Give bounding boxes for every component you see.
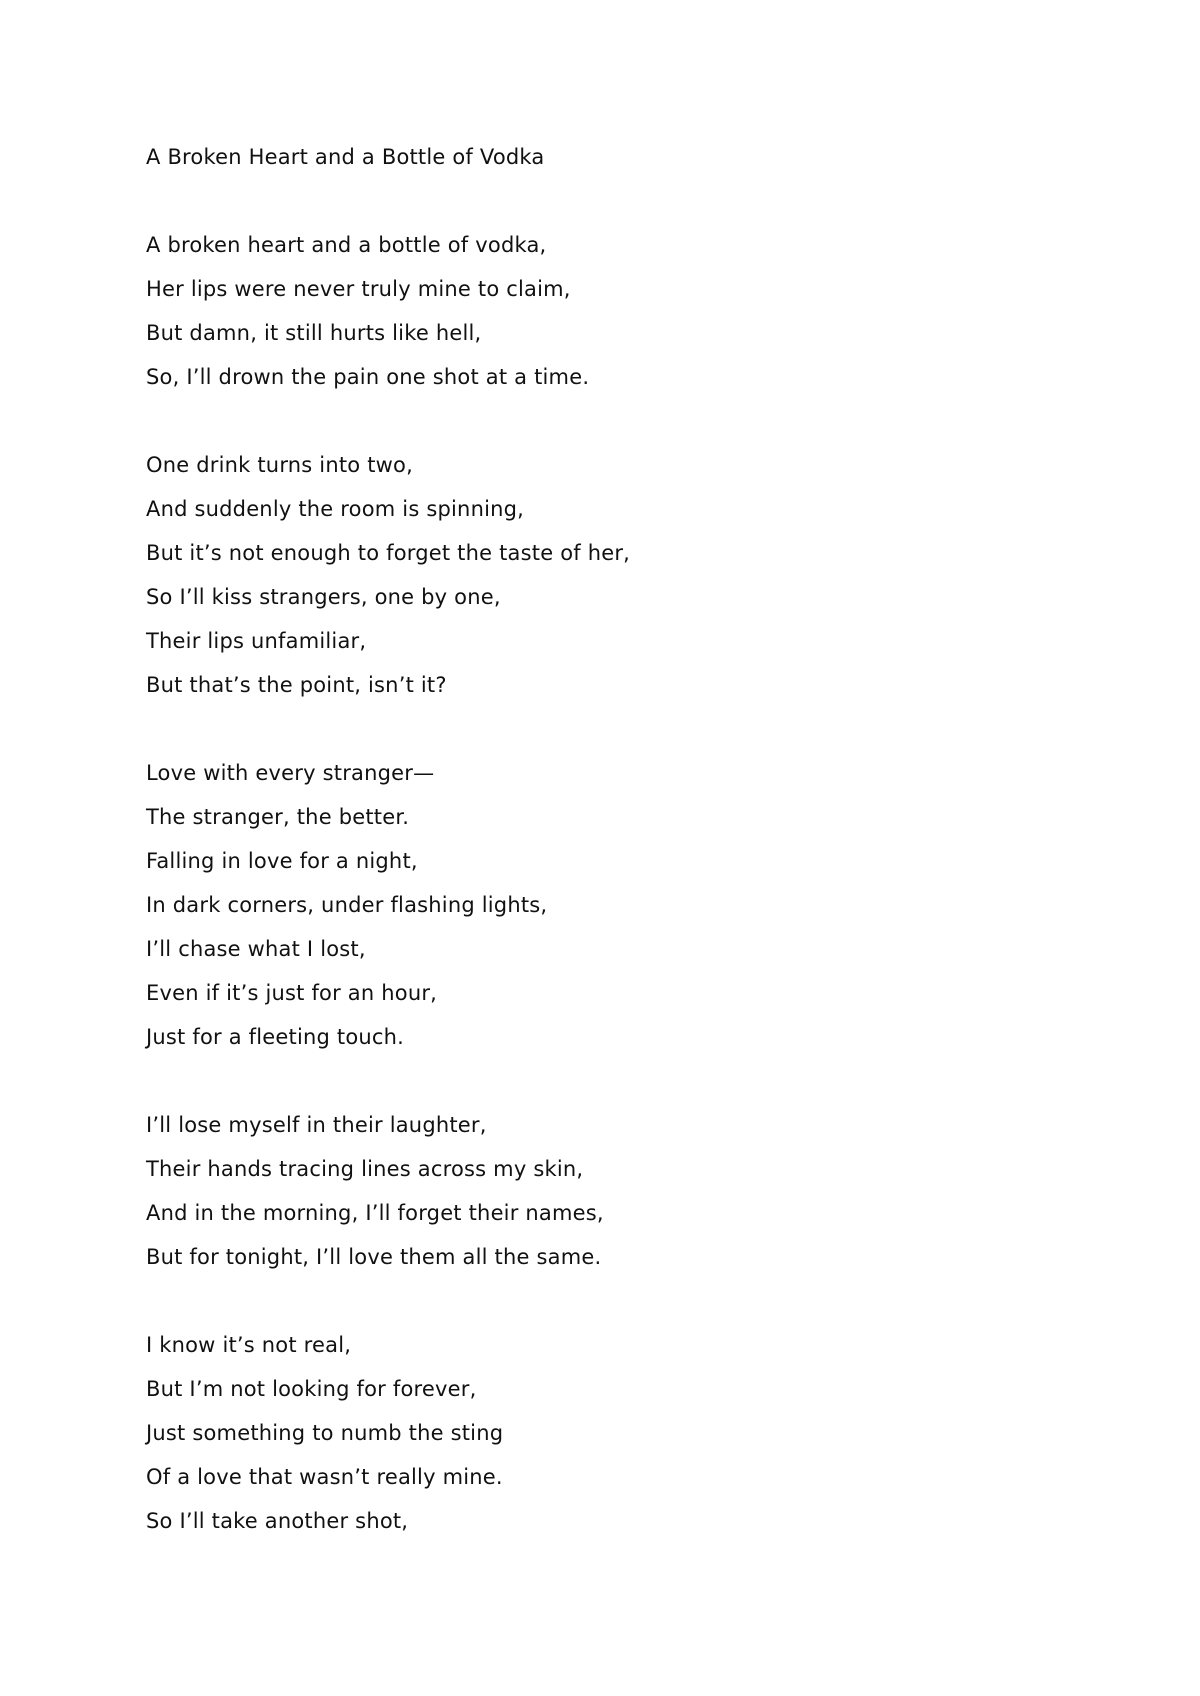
- stanza-3: [146, 758, 1106, 1066]
- poem-line: So I’ll kiss strangers, one by one,: [146, 585, 501, 609]
- poem-line: Of a love that wasn’t really mine.: [146, 1465, 503, 1489]
- poem-line: Their hands tracing lines across my skin,: [146, 1157, 584, 1181]
- poem-line: But I’m not looking for forever,: [146, 1377, 477, 1401]
- poem-line: Her lips were never truly mine to claim,: [146, 277, 571, 301]
- poem-line: Just something to numb the sting: [146, 1421, 504, 1445]
- poem: [146, 142, 1106, 1550]
- poem-title: A Broken Heart and a Bottle of Vodka: [146, 145, 545, 169]
- poem-line: The stranger, the better.: [146, 805, 410, 829]
- stanza-4: [146, 1110, 1106, 1286]
- poem-line: In dark corners, under flashing lights,: [146, 893, 548, 917]
- poem-line: I know it’s not real,: [146, 1333, 352, 1357]
- poem-line: Even if it’s just for an hour,: [146, 981, 438, 1005]
- poem-line: And in the morning, I’ll forget their names,: [146, 1201, 604, 1225]
- poem-line: I’ll chase what I lost,: [146, 937, 366, 961]
- poem-line: Their lips unfamiliar,: [146, 629, 367, 653]
- stanza-gap: [146, 406, 1106, 450]
- poem-line: Love with every stranger—: [146, 761, 435, 785]
- poem-line: But that’s the point, isn’t it?: [146, 673, 447, 697]
- stanza-2: [146, 450, 1106, 714]
- poem-line: So I’ll take another shot,: [146, 1509, 409, 1533]
- poem-line: But it’s not enough to forget the taste of her,: [146, 541, 631, 565]
- poem-line: So, I’ll drown the pain one shot at a time.: [146, 365, 590, 389]
- stanza-gap: [146, 714, 1106, 758]
- poem-line: But for tonight, I’ll love them all the same.: [146, 1245, 602, 1269]
- poem-line: I’ll lose myself in their laughter,: [146, 1113, 487, 1137]
- poem-line: And suddenly the room is spinning,: [146, 497, 525, 521]
- stanza-gap: [146, 186, 1106, 230]
- poem-line: But damn, it still hurts like hell,: [146, 321, 482, 345]
- poem-line: Falling in love for a night,: [146, 849, 418, 873]
- stanza-5: [146, 1330, 1106, 1550]
- poem-line: One drink turns into two,: [146, 453, 413, 477]
- stanza-gap: [146, 1066, 1106, 1110]
- stanza-1: [146, 230, 1106, 406]
- stanza-gap: [146, 1286, 1106, 1330]
- poem-line: A broken heart and a bottle of vodka,: [146, 233, 547, 257]
- poem-line: Just for a fleeting touch.: [146, 1025, 405, 1049]
